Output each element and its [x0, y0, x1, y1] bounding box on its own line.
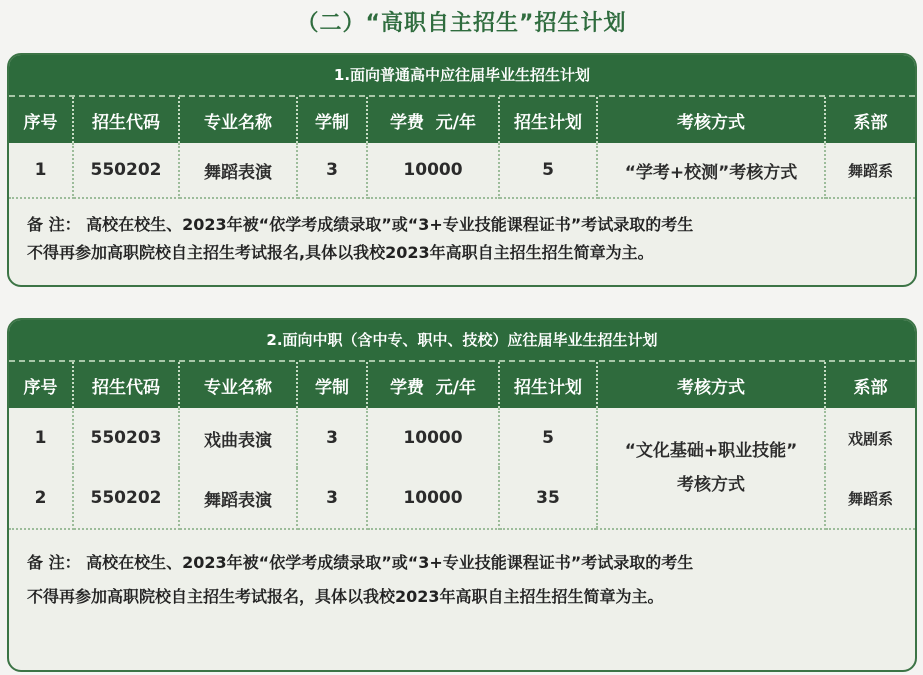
col-header-no: 序号	[9, 362, 73, 408]
cell-code: 550202	[73, 143, 179, 198]
cell-dept: 舞蹈系	[825, 143, 915, 198]
cell-method	[597, 408, 825, 529]
cell-fee: 10000	[367, 408, 499, 468]
col-header-dept: 系部	[825, 362, 915, 408]
table-header-row	[9, 97, 915, 143]
col-header-method: 考核方式	[597, 362, 825, 408]
cell-no: 1	[9, 408, 73, 468]
col-header-dept: 系部	[825, 97, 915, 143]
page-title: （二）“高职自主招生”招生计划	[296, 11, 627, 36]
enrollment-table	[9, 97, 915, 199]
method-line: 考核方式	[677, 475, 745, 495]
section-vocational-school	[7, 318, 917, 672]
note	[9, 199, 915, 267]
note-line: 不得再参加高职院校自主招生考试报名，具体以我校2023年高职自主招生招生简章为主。	[27, 587, 664, 606]
cell-dept: 舞蹈系	[825, 468, 915, 529]
note-line: 不得再参加高职院校自主招生考试报名,具体以我校2023年高职自主招生招生简章为主。	[27, 243, 654, 262]
section-header: 2.面向中职（含中专、职中、技校）应往届毕业生招生计划	[9, 320, 915, 362]
section-header: 1.面向普通高中应往届毕业生招生计划	[9, 55, 915, 97]
section-general-high-school	[7, 53, 917, 287]
col-header-plan: 招生计划	[499, 362, 597, 408]
cell-dept: 戏剧系	[847, 429, 893, 448]
col-header-fee: 学费 元/年	[367, 97, 499, 143]
col-header-plan: 招生计划	[499, 97, 597, 143]
note-line: 备 注： 高校在校生、2023年被“依学考成绩录取”或“3+专业技能课程证书”考试录取的考生	[27, 553, 694, 572]
cell-fee: 10000	[367, 468, 499, 529]
col-header-major: 专业名称	[179, 97, 297, 143]
table-row	[9, 408, 915, 468]
cell-major: 舞蹈表演	[179, 468, 297, 529]
table-header-row	[9, 362, 915, 408]
col-header-major: 专业名称	[179, 362, 297, 408]
col-header-code: 招生代码	[73, 97, 179, 143]
table-row	[9, 143, 915, 198]
cell-plan: 35	[499, 468, 597, 529]
cell-plan: 5	[499, 408, 597, 468]
note	[9, 530, 915, 614]
cell-major: 舞蹈表演	[179, 143, 297, 198]
col-header-method: 考核方式	[597, 97, 825, 143]
col-header-no: 序号	[9, 97, 73, 143]
cell-code: 550203	[73, 408, 179, 468]
cell-code: 550202	[73, 468, 179, 529]
cell-no: 1	[9, 143, 73, 198]
enrollment-table	[9, 362, 915, 530]
cell-years: 3	[297, 143, 367, 198]
cell-method: “学考+校测”考核方式	[597, 143, 825, 198]
col-header-code: 招生代码	[73, 362, 179, 408]
method-line: “文化基础+职业技能”	[624, 441, 798, 461]
col-header-fee: 学费 元/年	[367, 362, 499, 408]
cell-fee: 10000	[367, 143, 499, 198]
cell-years: 3	[297, 468, 367, 529]
note-line: 备 注： 高校在校生、2023年被“依学考成绩录取”或“3+专业技能课程证书”考试录取的考生	[27, 215, 694, 234]
cell-major: 戏曲表演	[179, 408, 297, 468]
cell-plan: 5	[499, 143, 597, 198]
cell-no: 2	[9, 468, 73, 529]
col-header-years: 学制	[297, 97, 367, 143]
col-header-years: 学制	[297, 362, 367, 408]
cell-years: 3	[297, 408, 367, 468]
